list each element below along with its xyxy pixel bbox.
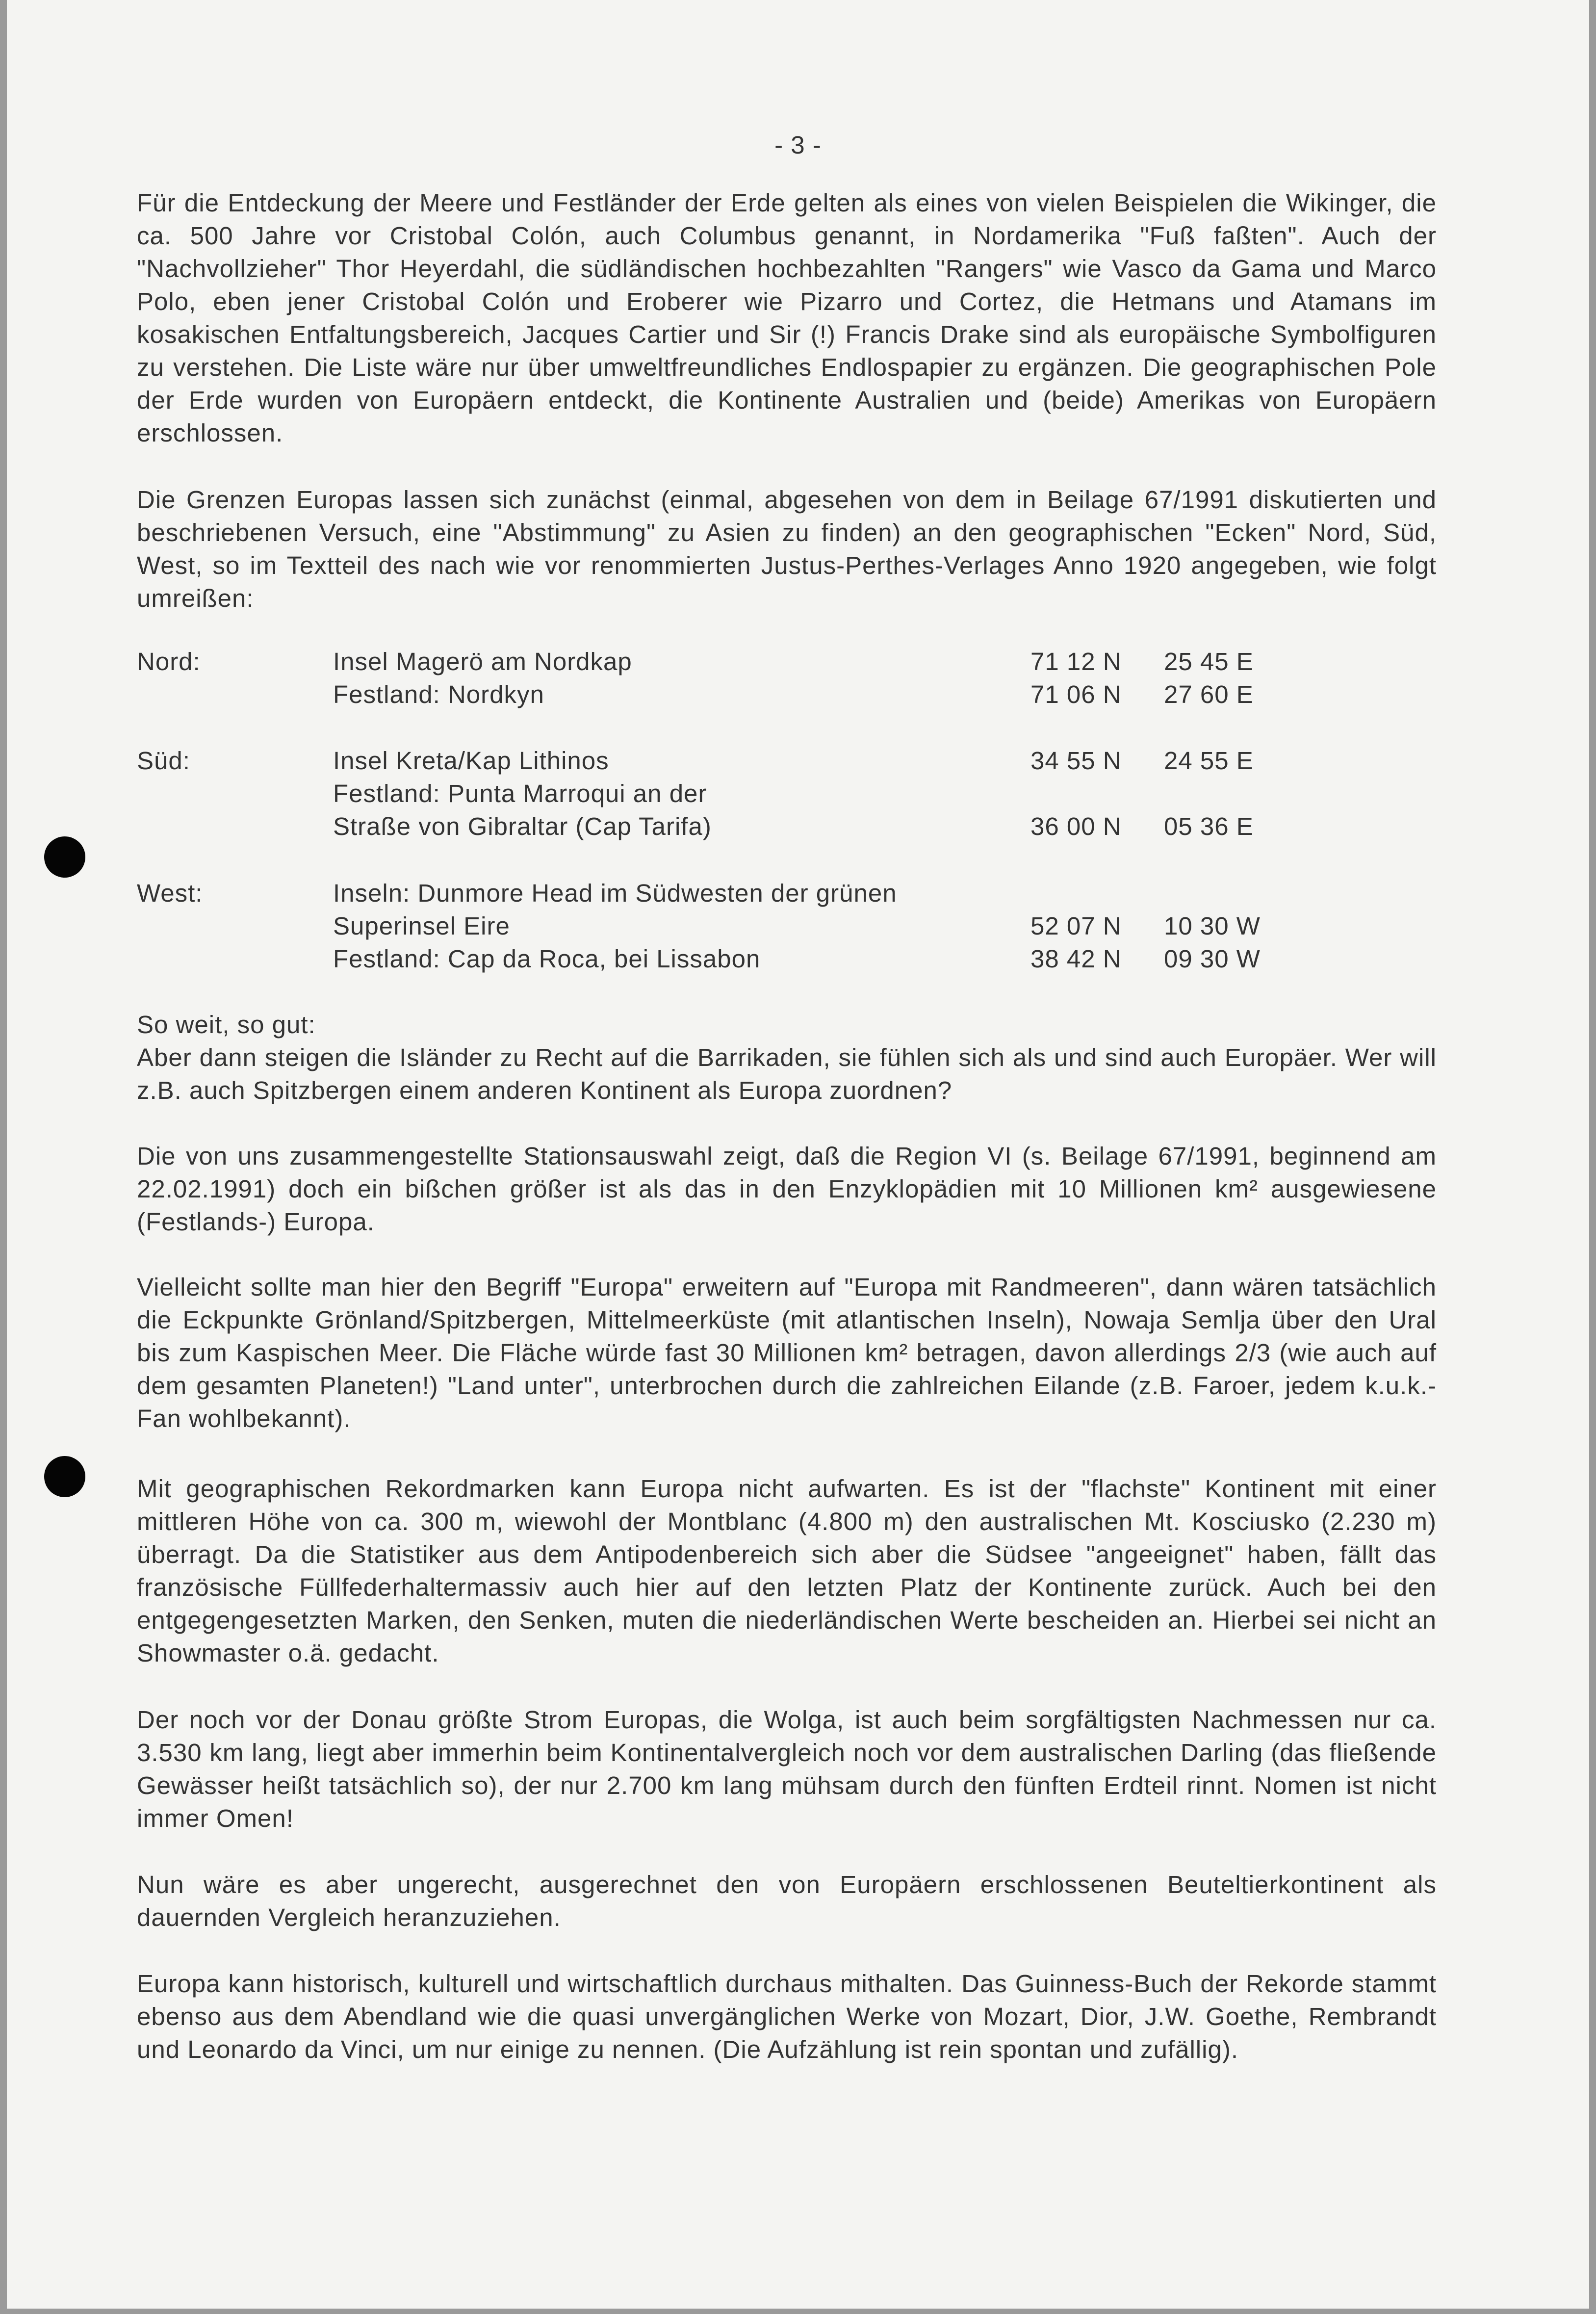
- longitude: 27 60 E: [1164, 680, 1254, 708]
- paragraph-discoverers: Für die Entdeckung der Meere und Festländer der Erde gelten als eines von vielen Beispielen die Wikinger, die ca. 500 Jahre vor Cristobal Colón, auch Columbus genannt, in Nordamerika "Fuß faßten". Auch der "Nachvollzieher" Thor Heyerdahl, die südländischen hochbezahlten "Rangers" wie Vasco da Gama und Marco Polo, eben jener Cristobal Colón und Eroberer wie Pizarro und Cortez, die Hetmans und Atamans im kosakischen Entfaltungsbereich, Jacques Cartier und Sir (!) Francis Drake sind als europäische Symbolfiguren zu verstehen. Die Liste wäre nur über umweltfreundliches Endlospapier zu ergänzen. Die geographischen Pole der Erde wurden von Europäern entdeckt, die Kontinente Australien und (beide) Amerikas von Europäern erschlossen.: [137, 189, 1437, 447]
- latitude: 52 07 N: [1030, 912, 1122, 940]
- paragraph-stationsauswahl: Die von uns zusammengestellte Stationsauswahl zeigt, daß die Region VI (s. Beilage 67/1991, beginnend am 22.02.1991) doch ein bißchen größer ist als das in den Enzyklopädien mit 10 Millionen km² ausgewiesene (Festlands-) Europa.: [137, 1142, 1437, 1236]
- longitude: 09 30 W: [1164, 945, 1261, 973]
- region-label-west: West:: [137, 879, 203, 907]
- longitude: 25 45 E: [1164, 648, 1254, 676]
- coordinates-table: [137, 645, 1442, 988]
- place-name: Festland: Nordkyn: [333, 680, 544, 708]
- place-name: Festland: Punta Marroqui an der: [333, 780, 707, 807]
- paragraph-rekordmarken: Mit geographischen Rekordmarken kann Europa nicht aufwarten. Es ist der "flachste" Kontinent mit einer mittleren Höhe von ca. 300 m, wiewohl der Montblanc (4.800 m) den australischen Mt. Kosciusko (2.230 m) überragt. Da die Statistiker aus dem Antipodenbereich sich aber die Südsee "angeeignet" haben, fällt das französische Füllfederhaltermassiv auch hier auf den letzten Platz der Kontinente zurück. Auch bei den entgegengesetzten Marken, den Senken, muten die niederländischen Werte bescheiden an. Hierbei sei nicht an Showmaster o.ä. gedacht.: [137, 1475, 1437, 1667]
- region-label-sued: Süd:: [137, 747, 190, 775]
- place-name: Insel Magerö am Nordkap: [333, 648, 632, 676]
- place-name: Straße von Gibraltar (Cap Tarifa): [333, 812, 712, 840]
- longitude: 10 30 W: [1164, 912, 1261, 940]
- latitude: 36 00 N: [1030, 812, 1122, 840]
- paragraph-randmeere: Vielleicht sollte man hier den Begriff "Europa" erweitern auf "Europa mit Randmeeren", dann wären tatsächlich die Eckpunkte Grönland/Spitzbergen, Mittelmeerküste (mit atlantischen Inseln), Nowaja Semlja über den Ural bis zum Kaspischen Meer. Die Fläche würde fast 30 Millionen km² betragen, davon allerdings 2/3 (wie auch auf dem gesamten Planeten!) "Land unter", unterbrochen durch die zahlreichen Eilande (z.B. Faroer, jedem k.u.k.-Fan wohlbekannt).: [137, 1273, 1437, 1432]
- place-name: Superinsel Eire: [333, 912, 510, 940]
- longitude: 05 36 E: [1164, 812, 1254, 840]
- latitude: 71 06 N: [1030, 680, 1122, 708]
- place-name: Festland: Cap da Roca, bei Lissabon: [333, 945, 761, 973]
- punch-hole-lower: [44, 1456, 85, 1497]
- paragraph-kultur: Europa kann historisch, kulturell und wirtschaftlich durchaus mithalten. Das Guinness-Buch der Rekorde stammt ebenso aus dem Abendland wie die quasi unvergänglichen Werke von Mozart, Dior, J.W. Goethe, Rembrandt und Leonardo da Vinci, um nur einige zu nennen. (Die Aufzählung ist rein spontan und zufällig).: [137, 1970, 1437, 2063]
- paragraph-so-weit: So weit, so gut:: [137, 1011, 316, 1039]
- latitude: 34 55 N: [1030, 747, 1122, 775]
- longitude: 24 55 E: [1164, 747, 1254, 775]
- place-name: Inseln: Dunmore Head im Südwesten der grünen: [333, 879, 897, 907]
- region-label-nord: Nord:: [137, 648, 201, 676]
- latitude: 71 12 N: [1030, 648, 1122, 676]
- paragraph-beuteltier: Nun wäre es aber ungerecht, ausgerechnet den von Europäern erschlossenen Beuteltierkontinent als dauernden Vergleich heranzuziehen.: [137, 1871, 1437, 1931]
- latitude: 38 42 N: [1030, 945, 1122, 973]
- paragraph-borders: Die Grenzen Europas lassen sich zunächst (einmal, abgesehen von dem in Beilage 67/1991 diskutierten und beschriebenen Versuch, eine "Abstimmung" zu Asien zu finden) an den geographischen "Ecken" Nord, Süd, West, so im Textteil des nach wie vor renommierten Justus-Perthes-Verlages Anno 1920 angegeben, wie folgt umreißen:: [137, 486, 1437, 612]
- document-page: [7, 0, 1589, 2309]
- paragraph-islaender: Aber dann steigen die Isländer zu Recht auf die Barrikaden, sie fühlen sich als und sind auch Europäer. Wer will z.B. auch Spitzbergen einem anderen Kontinent als Europa zuordnen?: [137, 1043, 1437, 1104]
- page-number: - 3 -: [774, 131, 822, 159]
- punch-hole-upper: [44, 836, 85, 878]
- paragraph-wolga: Der noch vor der Donau größte Strom Europas, die Wolga, ist auch beim sorgfältigsten Nachmessen nur ca. 3.530 km lang, liegt aber immerhin beim Kontinentalvergleich noch vor dem australischen Darling (das fließende Gewässer heißt tatsächlich so), der nur 2.700 km lang mühsam durch den fünften Erdteil rinnt. Nomen ist nicht immer Omen!: [137, 1706, 1437, 1832]
- place-name: Insel Kreta/Kap Lithinos: [333, 747, 609, 775]
